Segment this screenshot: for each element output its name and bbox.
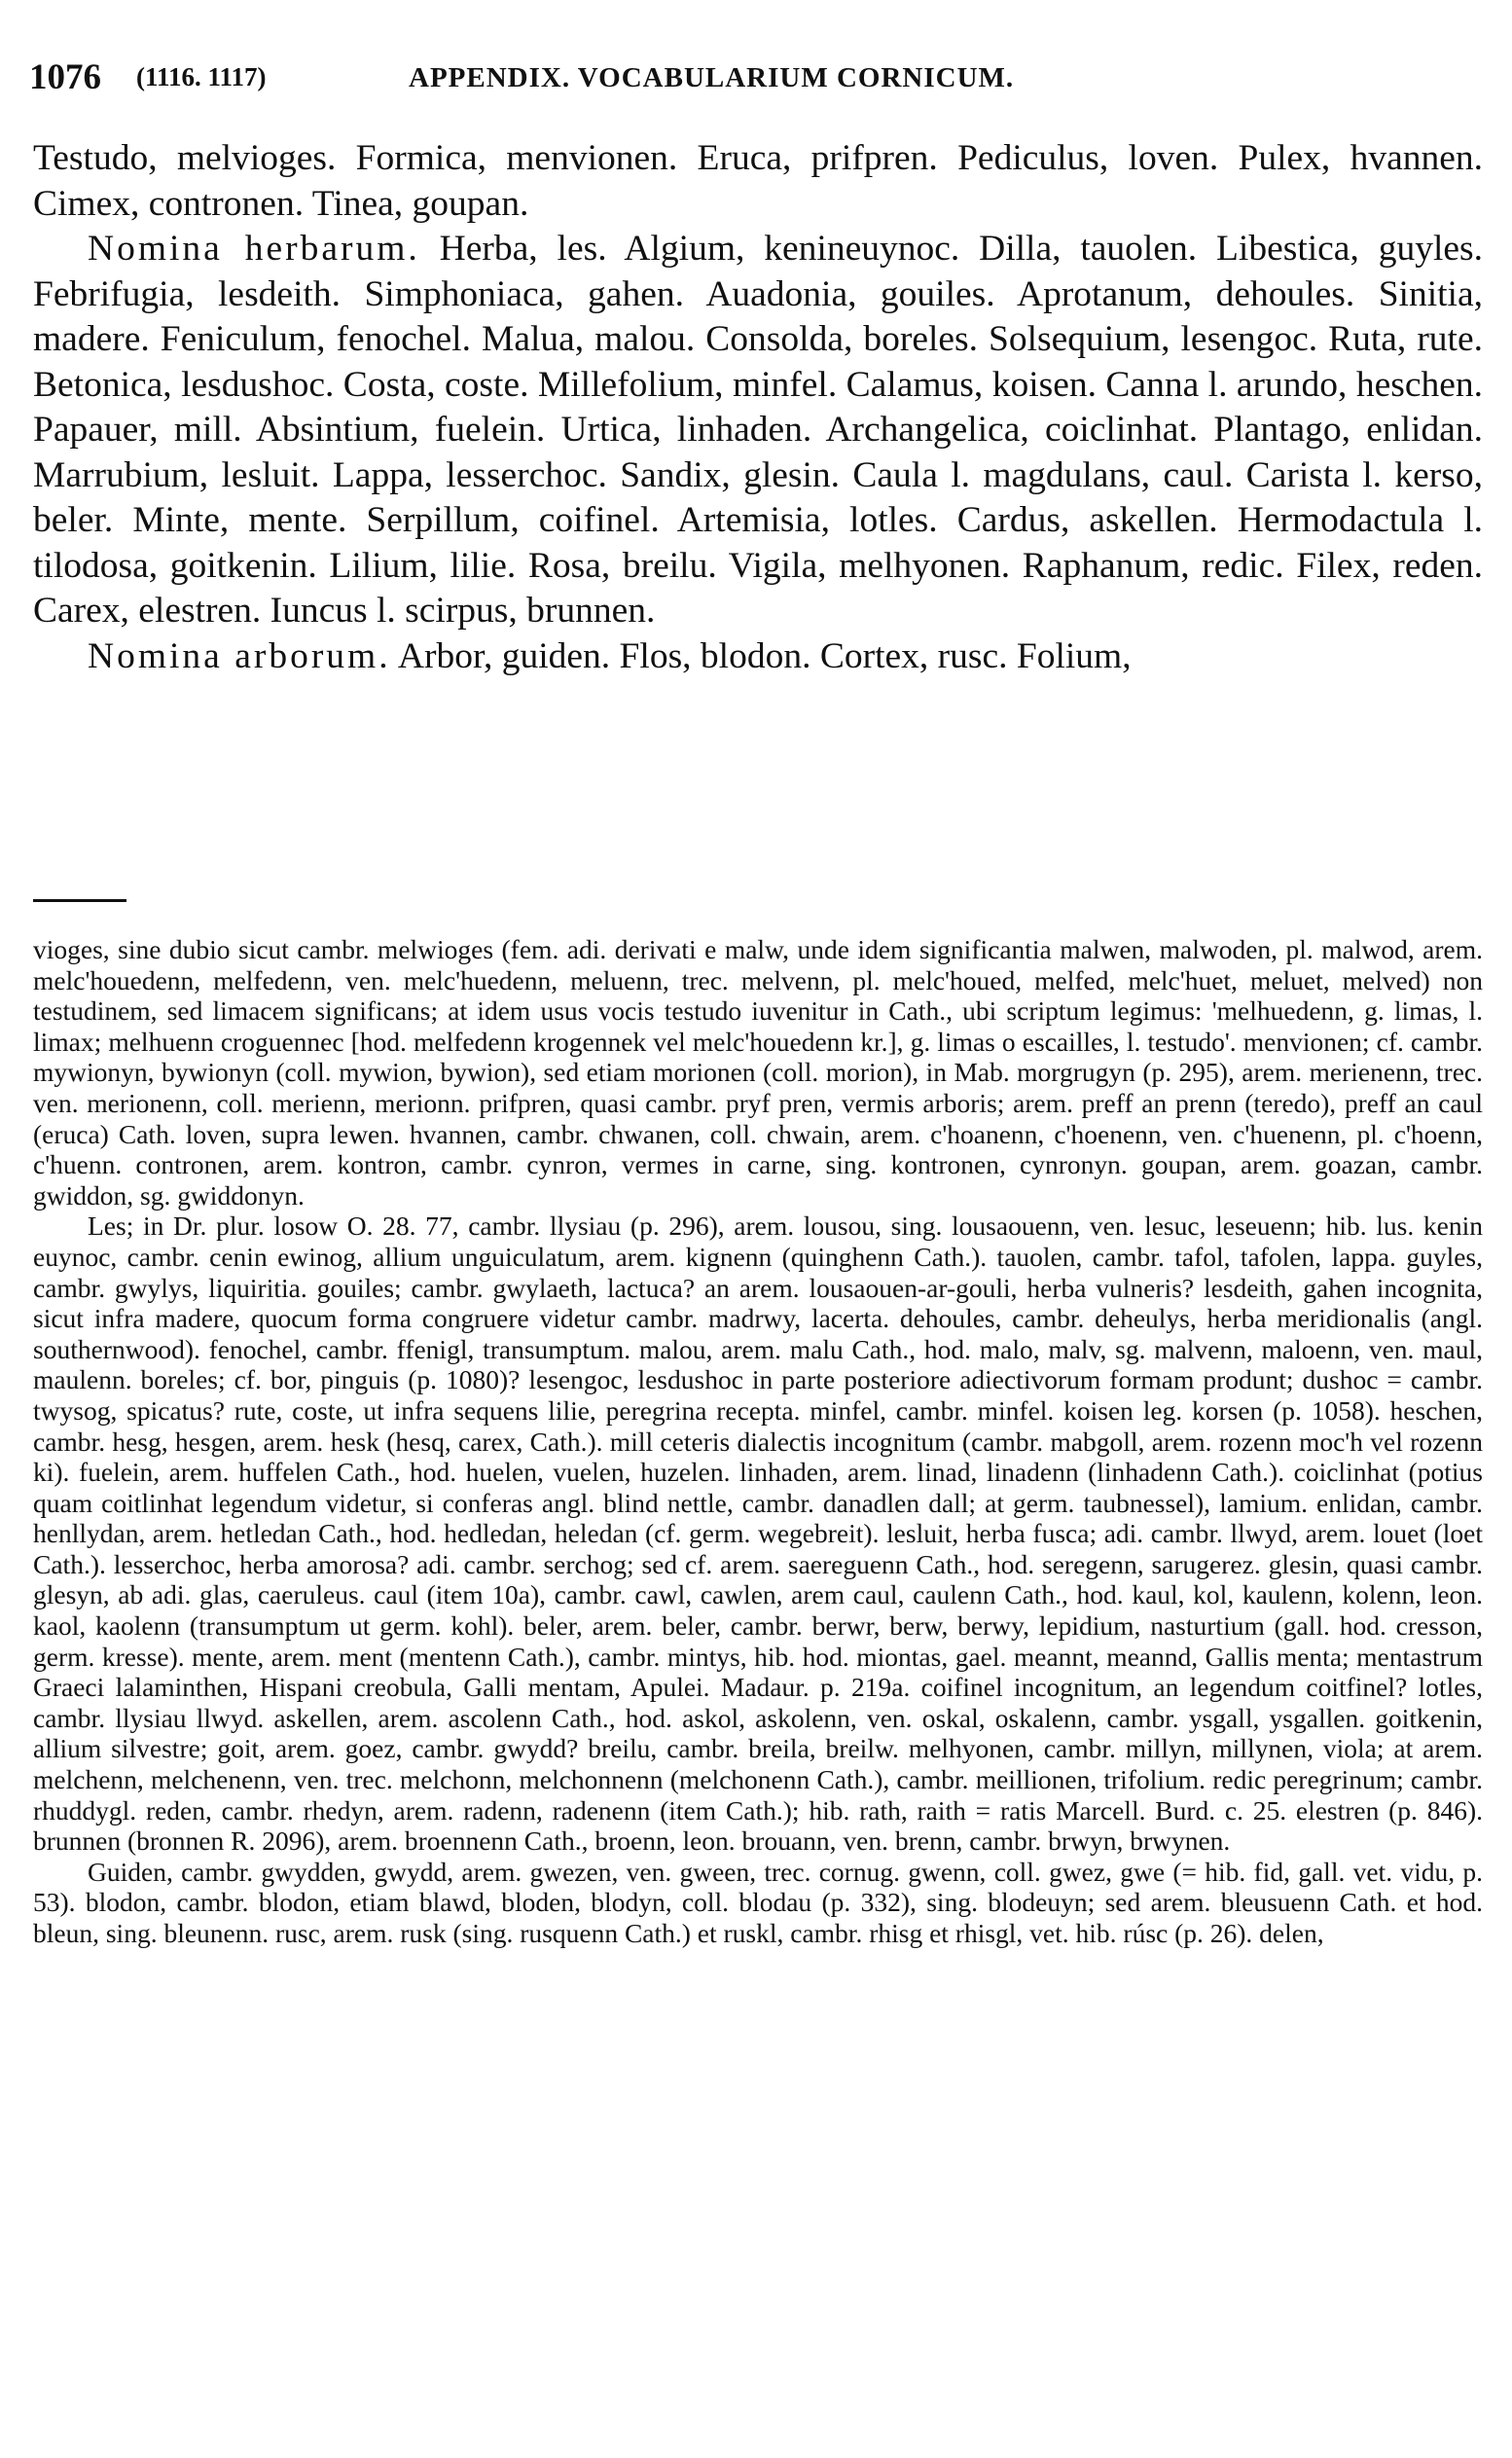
page-number: 1076: [29, 57, 101, 97]
main-text: [33, 136, 1483, 679]
section-heading-trees: Nomina arborum.: [88, 635, 391, 676]
column-numbers: (1116. 1117): [136, 62, 267, 91]
main-paragraph-animals: Testudo, melvioges. Formica, menvionen. Eruca, prifpren. Pediculus, loven. Pulex, hvannen. Cimex, contronen. Tinea, goupan.: [33, 138, 1483, 224]
section-heading-herbs: Nomina herbarum.: [88, 229, 420, 269]
footnote-trees: Guiden, cambr. gwydden, gwydd, arem. gwezen, ven. gween, trec. cornug. gwenn, coll. gwez, gwe (= hib. fid, gall. vet. vidu, p. 53). blodon, cambr. blodon, etiam blawd, bloden, blodyn, coll. blodau (p. 332), sing. blodeuyn; sed arem. bleusuenn Cath. et hod. bleun, sing. bleunenn. rusc, arem. rusk (sing. rusquenn Cath.) et ruskl, cambr. rhisg et rhisgl, vet. hib. rúsc (p. 26). delen,: [33, 1856, 1483, 1948]
footnote-herbs: Les; in Dr. plur. losow O. 28. 77, cambr. llysiau (p. 296), arem. lousou, sing. lousaouenn, ven. lesuc, leseuenn; hib. lus. kenin euynoc, cambr. cenin ewinog, allium unguiculatum, arem. kignenn (quinghenn Cath.). tauolen, cambr. tafol, tafolen, lappa. guyles, cambr. gwylys, liquiritia. gouiles; cambr. gwylaeth, lactuca? an arem. lousaouen-ar-gouli, herba vulneris? lesdeith, gahen incognita, sicut infra madere, quocum forma congruere videtur cambr. madrwy, lacerta. dehoules, cambr. deheulys, herba meridionalis (angl. southernwood). fenochel, cambr. ffenigl, transumptum. malou, arem. malu Cath., hod. malo, malv, sg. malvenn, maloenn, ven. maul, maulenn. boreles; cf. bor, pinguis (p. 1080)? lesengoc, lesdushoc in parte posteriore adiectivorum formam produnt; dushoc = cambr. twysog, spicatus? rute, coste, ut infra sequens lilie, peregrina recepta. minfel, cambr. minfel. koisen leg. korsen (p. 1058). heschen, cambr. hesg, hesgen, arem. hesk (hesq, carex, Cath.). mill ceteris dialectis incognitum (cambr. mabgoll, arem. rozenn moc'h vel rozenn ki). fuelein, arem. huffelen Cath., hod. huelen, vuelen, huzelen. linhaden, arem. linad, linadenn (linhadenn Cath.). coiclinhat (potius quam coitlinhat legendum videtur, si conferas angl. blind nettle, cambr. danadlen dall; at germ. taubnessel), lamium. enlidan, cambr. henllydan, arem. hetledan Cath., hod. hedledan, heledan (cf. germ. wegebreit). lesluit, herba fusca; adi. cambr. llwyd, arem. louet (loet Cath.). lesserchoc, herba amorosa? adi. cambr. serchog; sed cf. arem. saereguenn Cath., hod. seregenn, sarugerez. glesin, quasi cambr. glesyn, ab adi. glas, caeruleus. caul (item 10a), cambr. cawl, cawlen, arem caul, caulenn Cath., hod. kaul, kol, kaulenn, kolenn, leon. kaol, kaolenn (transumptum ut germ. kohl). beler, arem. beler, cambr. berwr, berw, berwy, lepidium, nasturtium (gall. hod. cresson, germ. kresse). mente, arem. ment (mentenn Cath.), cambr. mintys, hib. hod. miontas, gael. meannt, meannd, Gallis menta; mentastrum Graeci lalaminthen, Hispani creobula, Galli mentam, Apulei. Madaur. p. 219a. coifinel incognitum, an legendum coitfinel? lotles, cambr. llysiau llwyd. askellen, arem. ascolenn Cath., hod. askol, askolenn, ven. oskal, oskalenn, cambr. ysgall, ysgallen. goitkenin, allium silvestre; goit, arem. goez, cambr. gwydd? breilu, cambr. breila, breilw. melhyonen, cambr. millyn, millynen, viola; at arem. melchenn, melchenenn, ven. trec. melchonn, melchonnenn (melchonenn Cath.), cambr. meillionen, trifolium. redic peregrinum; cambr. rhuddygl. reden, cambr. rhedyn, arem. radenn, radenenn (item Cath.); hib. rath, raith = ratis Marcell. Burd. c. 25. elestren (p. 846). brunnen (bronnen R. 2096), arem. broennenn Cath., broenn, leon. brouann, ven. brenn, cambr. brwyn, brwynen.: [33, 1211, 1483, 1857]
main-paragraph-trees: [33, 634, 1483, 680]
main-paragraph-herbs: [33, 227, 1483, 634]
footnote-separator: [33, 899, 126, 902]
footnotes: [33, 934, 1483, 1949]
running-title: APPENDIX. VOCABULARIUM CORNICUM.: [409, 62, 1015, 93]
page-header: [29, 56, 1479, 105]
trees-text: Arbor, guiden. Flos, blodon. Cortex, rusc. Folium,: [397, 635, 1132, 676]
herbs-text: Herba, les. Algium, kenineuynoc. Dilla, tauolen. Libestica, guyles. Febrifugia, lesdeith. Simphoniaca, gahen. Auadonia, gouiles. Aprotanum, dehoules. Sinitia, madere. Feniculum, fenochel. Malua, malou. Consolda, boreles. Solsequium, lesengoc. Ruta, rute. Betonica, lesdushoc. Costa, coste. Millefolium, minfel. Calamus, koisen. Canna l. arundo, heschen. Papauer, mill. Absintium, fuelein. Urtica, linhaden. Archangelica, coiclinhat. Plantago, enlidan. Marrubium, lesluit. Lappa, lesserchoc. Sandix, glesin. Caula l. magdulans, caul. Carista l. kerso, beler. Minte, mente. Serpillum, coifinel. Artemisia, lotles. Cardus, askellen. Hermodactula l. tilodosa, goitkenin. Lilium, lilie. Rosa, breilu. Vigila, melhyonen. Raphanum, redic. Filex, reden. Carex, elestren. Iuncus l. scirpus, brunnen.: [33, 229, 1484, 631]
footnote-animals: vioges, sine dubio sicut cambr. melwioges (fem. adi. derivati e malw, unde idem significantia malwen, malwoden, pl. malwod, arem. melc'houedenn, melfedenn, ven. melc'huedenn, meluenn, trec. melvenn, pl. melc'houed, melfed, melc'huet, meluet, melved) non testudinem, sed limacem significans; at idem usus vocis testudo iuvenitur in Cath., ubi scriptum legimus: 'melhuedenn, g. limas, l. limax; melhuenn croguennec [hod. melfedenn krogennek vel melc'houedenn kr.], g. limas o escailles, l. testudo'. menvionen; cf. cambr. mywionyn, bywionyn (coll. mywion, bywion), sed etiam morionen (coll. morion), in Mab. morgrugyn (p. 295), arem. merienenn, trec. ven. merionenn, coll. merienn, merionn. prifpren, quasi cambr. pryf pren, vermis arboris; arem. preff an prenn (teredo), preff an caul (eruca) Cath. loven, supra lewen. hvannen, cambr. chwanen, coll. chwain, arem. c'hoanenn, c'hoenenn, ven. c'huenenn, pl. c'hoenn, c'huenn. contronen, arem. kontron, cambr. cynron, vermes in carne, sing. kontronen, cynronyn. goupan, arem. goazan, cambr. gwiddon, sg. gwiddonyn.: [33, 934, 1483, 1211]
